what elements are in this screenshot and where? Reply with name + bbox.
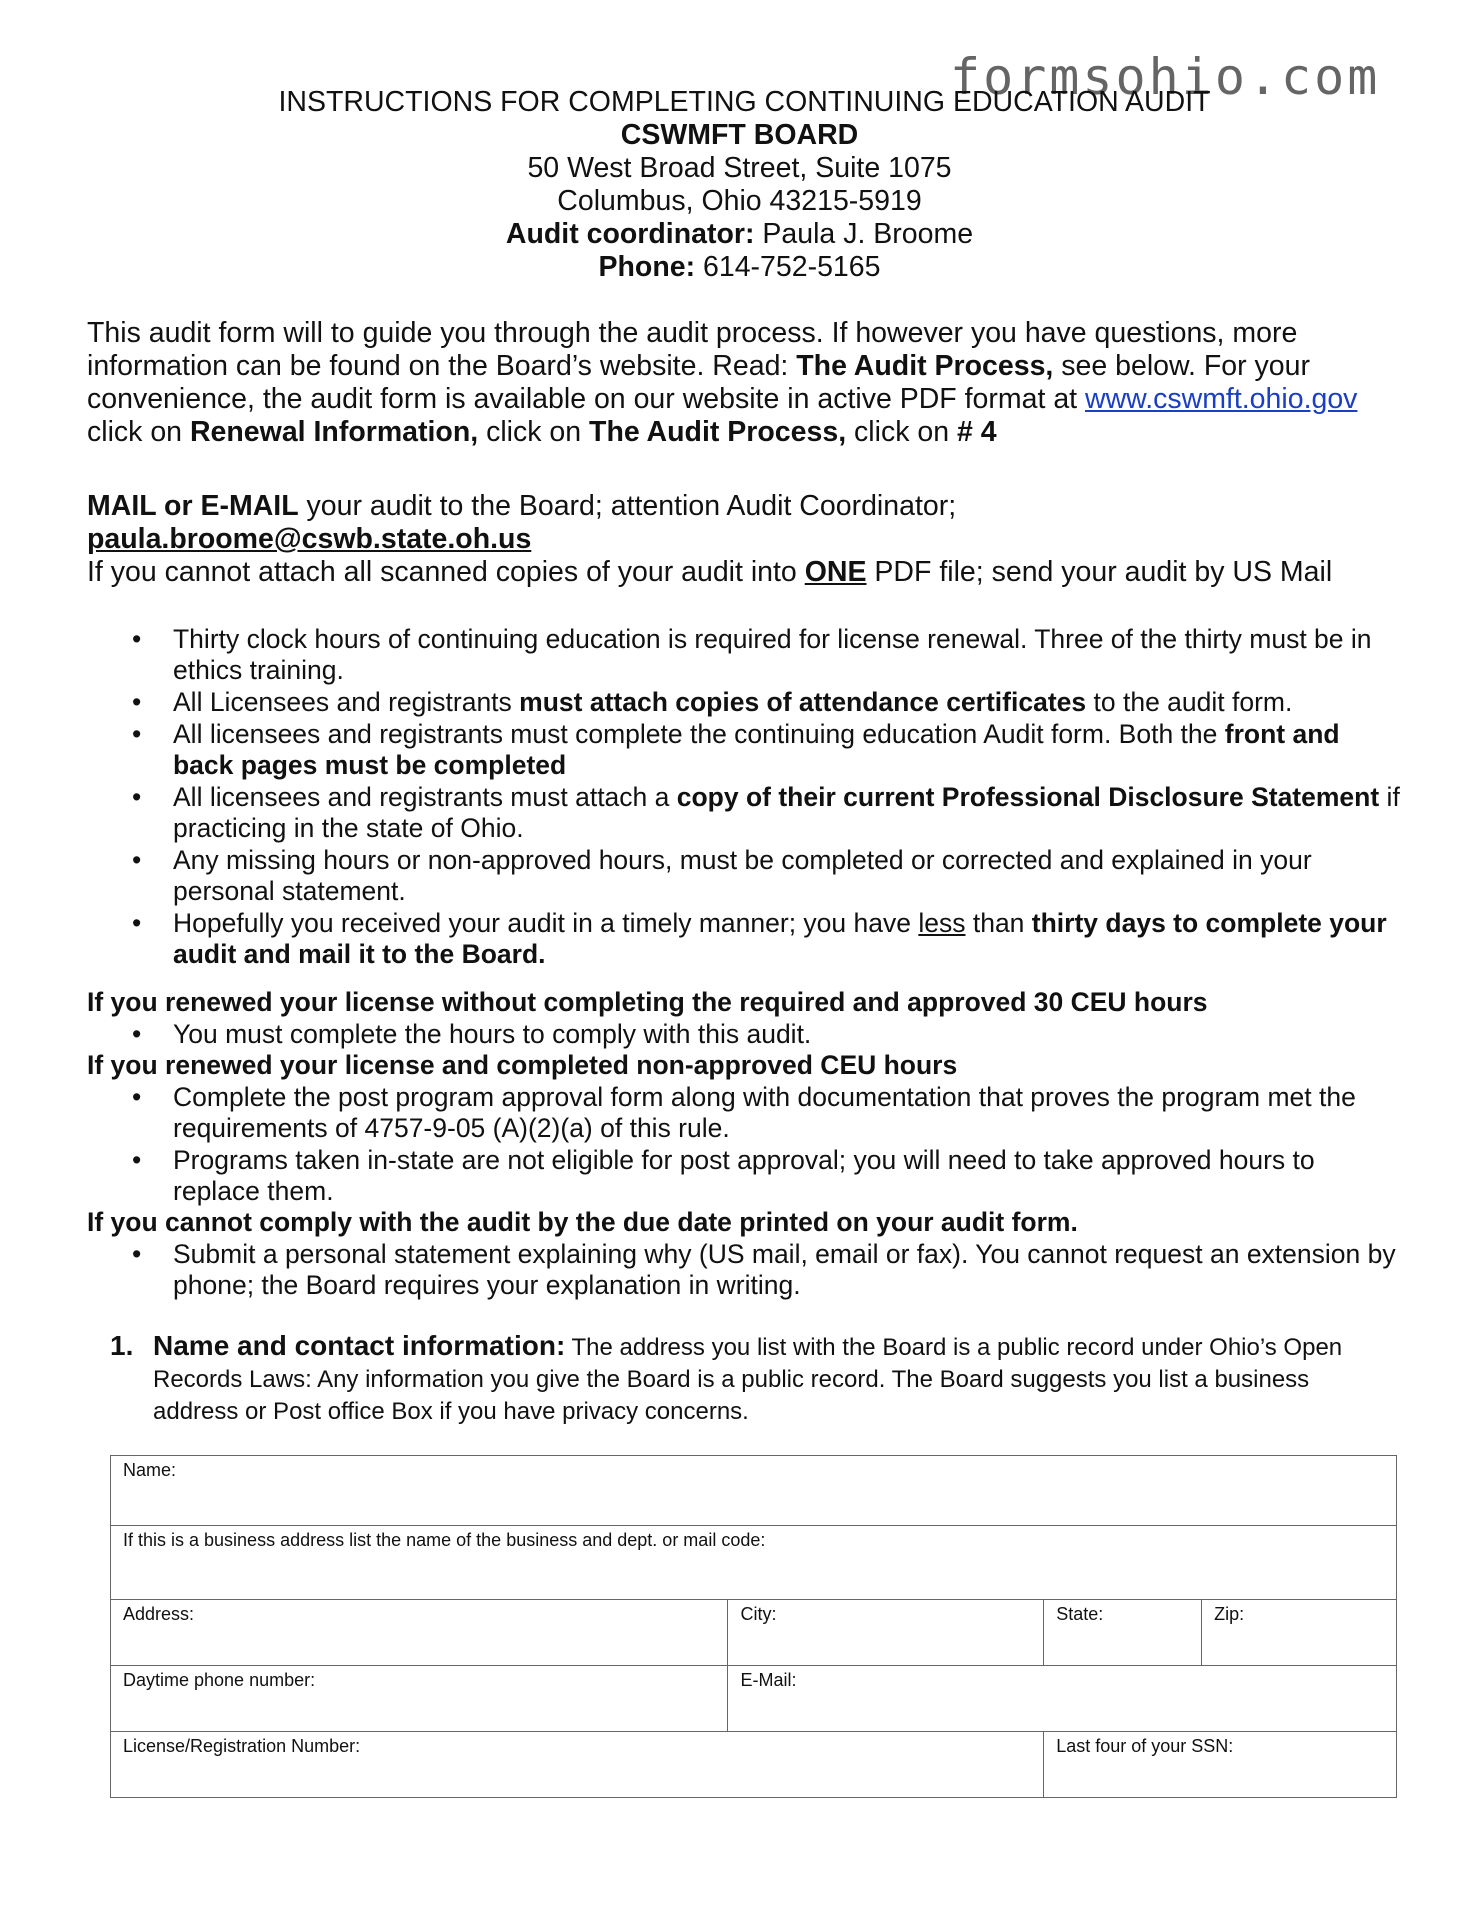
board-address-line1: 50 West Broad Street, Suite 1075 bbox=[527, 152, 952, 184]
address-field[interactable] bbox=[111, 1600, 728, 1666]
without-hours-list bbox=[87, 1019, 1407, 1051]
list-item bbox=[87, 687, 1407, 718]
name-label: Name: bbox=[123, 1460, 177, 1480]
bullet-text: to the audit form. bbox=[1086, 687, 1293, 717]
email-field[interactable] bbox=[728, 1666, 1397, 1732]
bullet-bold: front and back pages must be completed bbox=[173, 719, 1340, 780]
intro-paragraph bbox=[87, 317, 1407, 449]
phone-field[interactable] bbox=[111, 1666, 728, 1732]
bullet-text: if practicing in the state of Ohio. bbox=[173, 782, 1400, 843]
phone-label: Daytime phone number: bbox=[123, 1670, 316, 1690]
intro-bold-audit-process: The Audit Process, bbox=[796, 350, 1054, 382]
section-1-body bbox=[110, 1330, 1360, 1428]
intro-bold-number: # 4 bbox=[957, 416, 997, 448]
zip-label: Zip: bbox=[1214, 1604, 1245, 1624]
pdf-line bbox=[87, 556, 1407, 589]
bullet-text: All licensees and registrants must complete the continuing education Audit form. Both the bbox=[173, 719, 1225, 749]
pdf-text: If you cannot attach all scanned copies of your audit into bbox=[87, 556, 805, 588]
intro-text: click on bbox=[846, 416, 957, 448]
section-1-contact-info bbox=[110, 1330, 1360, 1428]
email-line bbox=[87, 523, 1407, 556]
board-address-line2: Columbus, Ohio 43215-5919 bbox=[557, 185, 922, 217]
address-label: Address: bbox=[123, 1604, 195, 1624]
bullet-text: Programs taken in-state are not eligible for post approval; you will need to take approved hours to replace them. bbox=[173, 1145, 1315, 1206]
bullet-text: Thirty clock hours of continuing education is required for license renewal. Three of the thirty must be in ethics training. bbox=[173, 624, 1372, 685]
list-item bbox=[87, 1019, 1407, 1050]
bullet-bold: copy of their current Professional Disclosure Statement bbox=[676, 782, 1380, 812]
ssn-label: Last four of your SSN: bbox=[1056, 1736, 1234, 1756]
requirements-list bbox=[87, 624, 1407, 971]
list-item bbox=[87, 719, 1407, 781]
license-field[interactable] bbox=[111, 1732, 1044, 1798]
business-field[interactable] bbox=[111, 1526, 1397, 1600]
phone-value: 614-752-5165 bbox=[695, 251, 881, 283]
bullet-underline: less bbox=[918, 908, 966, 938]
cannot-comply-list bbox=[87, 1239, 1407, 1302]
section-heading-without-hours: If you renewed your license without completing the required and approved 30 CEU hours bbox=[87, 987, 1208, 1017]
coordinator-label: Audit coordinator: bbox=[505, 218, 755, 250]
document-header bbox=[0, 86, 1479, 284]
business-label: If this is a business address list the name of the business and dept. or mail code: bbox=[123, 1530, 766, 1550]
intro-text: see below. For your convenience, the audit form is available on our website in active PDF format at bbox=[87, 350, 1310, 415]
city-label: City: bbox=[740, 1604, 777, 1624]
section-heading-non-approved: If you renewed your license and completed non-approved CEU hours bbox=[87, 1050, 958, 1080]
mail-text: your audit to the Board; attention Audit Coordinator; bbox=[298, 490, 957, 522]
bullet-text: Submit a personal statement explaining why (US mail, email or fax). You cannot request an extension by phone; the Board requires your explanation in writing. bbox=[173, 1239, 1396, 1300]
list-item bbox=[87, 624, 1407, 686]
audit-coordinator bbox=[0, 218, 1479, 251]
non-approved-list bbox=[87, 1082, 1407, 1208]
intro-text: This audit form will to guide you through the audit process. If however you have questions, more information can be found on the Board’s website. Read: bbox=[87, 317, 1298, 382]
bullet-bold: thirty days to complete your audit and mail it to the Board. bbox=[173, 908, 1387, 969]
state-label: State: bbox=[1056, 1604, 1104, 1624]
list-item bbox=[87, 1082, 1407, 1144]
city-field[interactable] bbox=[728, 1600, 1044, 1666]
bullet-bold: must attach copies of attendance certificates bbox=[519, 687, 1087, 717]
list-item bbox=[87, 908, 1407, 970]
coordinator-email-link[interactable]: paula.broome@cswb.state.oh.us bbox=[87, 523, 532, 555]
mail-bold: MAIL or E-MAIL bbox=[87, 490, 299, 522]
bullet-text: Complete the post program approval form along with documentation that proves the program met the requirements of 4757-9-05 (A)(2)(a) of this rule. bbox=[173, 1082, 1356, 1143]
state-field[interactable] bbox=[1044, 1600, 1202, 1666]
bullet-text: All licensees and registrants must attach a bbox=[173, 782, 677, 812]
website-link[interactable]: www.cswmft.ohio.gov bbox=[1085, 383, 1358, 415]
email-label: E-Mail: bbox=[740, 1670, 797, 1690]
document-title: INSTRUCTIONS FOR COMPLETING CONTINUING EDUCATION AUDIT bbox=[278, 86, 1211, 118]
contact-info-form bbox=[110, 1455, 1397, 1798]
bullet-text: than bbox=[965, 908, 1032, 938]
board-name: CSWMFT BOARD bbox=[620, 119, 859, 151]
bullet-text: All Licensees and registrants bbox=[173, 687, 520, 717]
name-field[interactable] bbox=[111, 1456, 1397, 1526]
mail-line bbox=[87, 490, 1407, 523]
watermark: formsohio.com bbox=[950, 48, 1381, 106]
intro-bold-renewal: Renewal Information, bbox=[189, 416, 479, 448]
phone-label: Phone: bbox=[598, 251, 696, 283]
list-item bbox=[87, 845, 1407, 907]
phone-line bbox=[0, 251, 1479, 284]
section-1-text: The address you list with the Board is a public record under Ohio’s Open Records Laws: Any information you give the Board is a public record. The Board suggests you list a business address or Post office Box if you have privacy concerns. bbox=[153, 1334, 1343, 1425]
bullet-text: Any missing hours or non-approved hours, must be completed or corrected and explained in your personal statement. bbox=[173, 845, 1312, 906]
intro-bold-audit-process: The Audit Process, bbox=[589, 416, 847, 448]
bullet-text: Hopefully you received your audit in a timely manner; you have bbox=[173, 908, 919, 938]
list-item bbox=[87, 782, 1407, 844]
pdf-text: PDF file; send your audit by US Mail bbox=[866, 556, 1333, 588]
intro-text: click on bbox=[478, 416, 590, 448]
license-label: License/Registration Number: bbox=[123, 1736, 361, 1756]
section-number: 1. bbox=[110, 1330, 134, 1361]
ssn-field[interactable] bbox=[1044, 1732, 1397, 1798]
list-item bbox=[87, 1145, 1407, 1207]
coordinator-name: Paula J. Broome bbox=[754, 218, 974, 250]
mail-paragraph bbox=[87, 490, 1407, 589]
section-heading-cannot-comply: If you cannot comply with the audit by the due date printed on your audit form. bbox=[87, 1207, 1078, 1237]
list-item bbox=[87, 1239, 1407, 1301]
zip-field[interactable] bbox=[1202, 1600, 1397, 1666]
section-1-lead: Name and contact information: bbox=[153, 1330, 566, 1361]
bullet-text: You must complete the hours to comply with this audit. bbox=[173, 1019, 812, 1049]
one-emphasis: ONE bbox=[804, 556, 867, 588]
intro-text: click on bbox=[87, 416, 190, 448]
